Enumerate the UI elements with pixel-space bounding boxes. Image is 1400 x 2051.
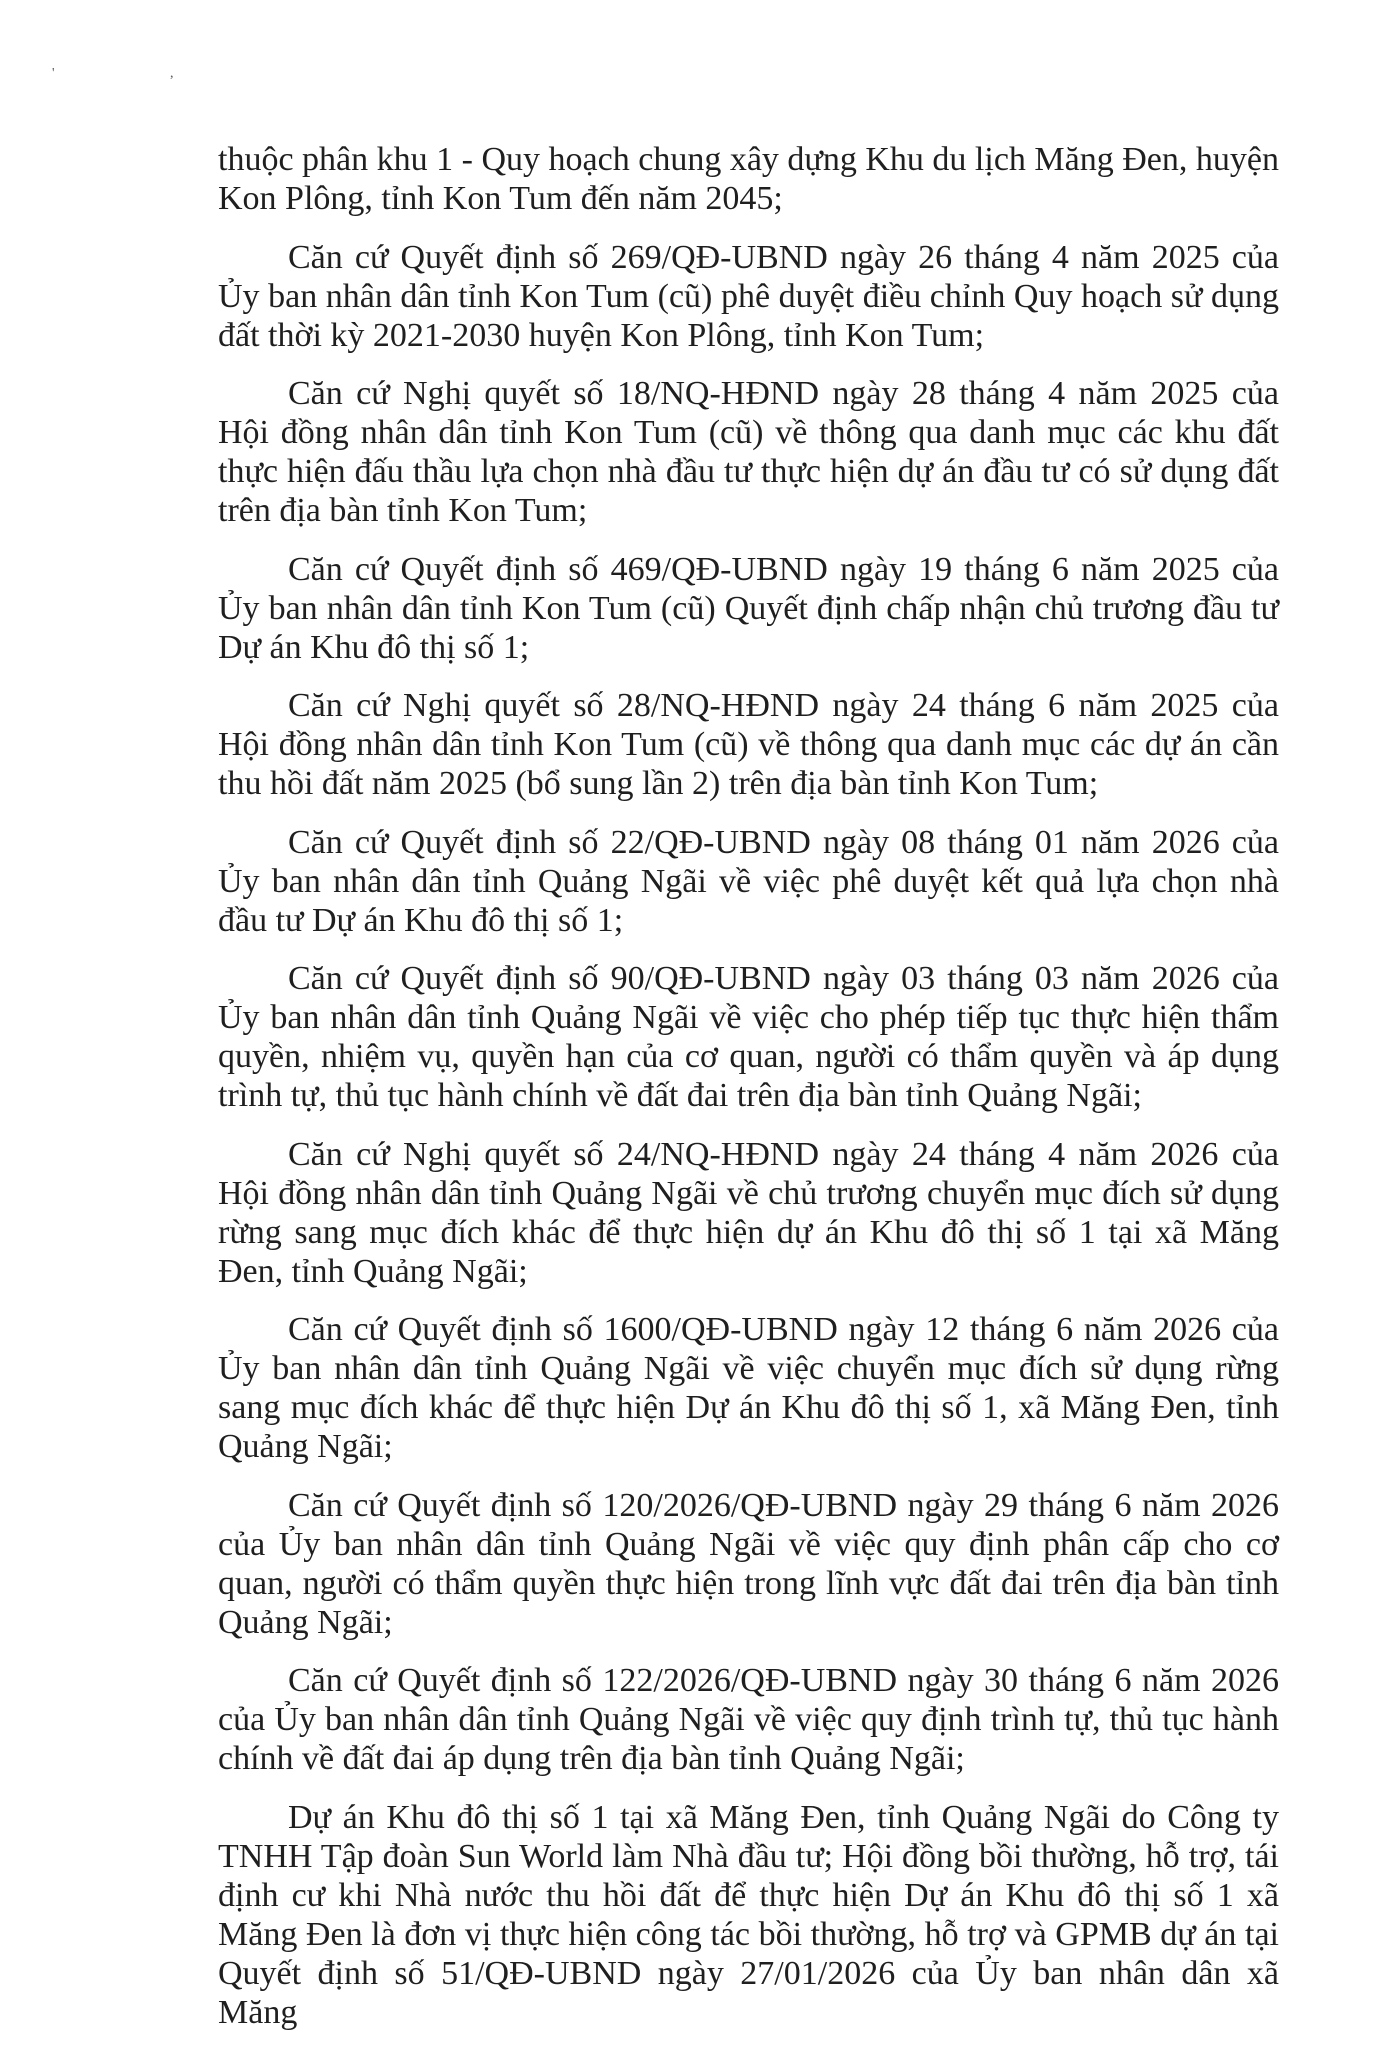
paragraph-project-description: Dự án Khu đô thị số 1 tại xã Măng Đen, tỉnh Quảng Ngãi do Công ty TNHH Tập đoàn Sun World làm Nhà đầu tư; Hội đồng bồi thường, hỗ trợ, tái định cư khi Nhà nước thu hồi đất để thực hiện Dự án Khu đô thị số 1 xã Măng Đen là đơn vị thực hiện công tác bồi thường, hỗ trợ và GPMB dự án tại Quyết định số 51/QĐ-UBND ngày 27/01/2026 của Ủy ban nhân dân xã Măng: [218, 1798, 1279, 2031]
paragraph-resolution-18: Căn cứ Nghị quyết số 18/NQ-HĐND ngày 28 tháng 4 năm 2025 của Hội đồng nhân dân tỉnh Kon Tum (cũ) về thông qua danh mục các khu đất thực hiện đấu thầu lựa chọn nhà đầu tư thực hiện dự án đầu tư có sử dụng đất trên địa bàn tỉnh Kon Tum;: [218, 375, 1279, 529]
paragraph-continuation: thuộc phân khu 1 - Quy hoạch chung xây dựng Khu du lịch Măng Đen, huyện Kon Plông, tỉnh Kon Tum đến năm 2045;: [218, 141, 1279, 217]
document-body: [218, 140, 1279, 2051]
paragraph-resolution-28: Căn cứ Nghị quyết số 28/NQ-HĐND ngày 24 tháng 6 năm 2025 của Hội đồng nhân dân tỉnh Kon Tum (cũ) về thông qua danh mục các dự án cần thu hồi đất năm 2025 (bổ sung lần 2) trên địa bàn tỉnh Kon Tum;: [218, 687, 1279, 802]
paragraph-decision-90: Căn cứ Quyết định số 90/QĐ-UBND ngày 03 tháng 03 năm 2026 của Ủy ban nhân dân tỉnh Quảng Ngãi về việc cho phép tiếp tục thực hiện thẩm quyền, nhiệm vụ, quyền hạn của cơ quan, người có thẩm quyền và áp dụng trình tự, thủ tục hành chính về đất đai trên địa bàn tỉnh Quảng Ngãi;: [218, 960, 1279, 1114]
scan-marks: ' ,: [52, 66, 230, 81]
paragraph-decision-22: Căn cứ Quyết định số 22/QĐ-UBND ngày 08 tháng 01 năm 2026 của Ủy ban nhân dân tỉnh Quảng Ngãi về việc phê duyệt kết quả lựa chọn nhà đầu tư Dự án Khu đô thị số 1;: [218, 823, 1279, 939]
paragraph-decision-469: Căn cứ Quyết định số 469/QĐ-UBND ngày 19 tháng 6 năm 2025 của Ủy ban nhân dân tỉnh Kon Tum (cũ) Quyết định chấp nhận chủ trương đầu tư Dự án Khu đô thị số 1;: [218, 550, 1279, 666]
paragraph-decision-1600: Căn cứ Quyết định số 1600/QĐ-UBND ngày 12 tháng 6 năm 2026 của Ủy ban nhân dân tỉnh Quảng Ngãi về việc chuyển mục đích sử dụng rừng sang mục đích khác để thực hiện Dự án Khu đô thị số 1, xã Măng Đen, tỉnh Quảng Ngãi;: [218, 1311, 1279, 1465]
paragraph-decision-269: Căn cứ Quyết định số 269/QĐ-UBND ngày 26 tháng 4 năm 2025 của Ủy ban nhân dân tỉnh Kon Tum (cũ) phê duyệt điều chỉnh Quy hoạch sử dụng đất thời kỳ 2021-2030 huyện Kon Plông, tỉnh Kon Tum;: [218, 238, 1279, 354]
paragraph-decision-122: Căn cứ Quyết định số 122/2026/QĐ-UBND ngày 30 tháng 6 năm 2026 của Ủy ban nhân dân tỉnh Quảng Ngãi về việc quy định trình tự, thủ tục hành chính về đất đai áp dụng trên địa bàn tỉnh Quảng Ngãi;: [218, 1662, 1279, 1777]
paragraph-resolution-24: Căn cứ Nghị quyết số 24/NQ-HĐND ngày 24 tháng 4 năm 2026 của Hội đồng nhân dân tỉnh Quảng Ngãi về chủ trương chuyển mục đích sử dụng rừng sang mục đích khác để thực hiện dự án Khu đô thị số 1 tại xã Măng Đen, tỉnh Quảng Ngãi;: [218, 1135, 1279, 1290]
paragraph-decision-120: Căn cứ Quyết định số 120/2026/QĐ-UBND ngày 29 tháng 6 năm 2026 của Ủy ban nhân dân tỉnh Quảng Ngãi về việc quy định phân cấp cho cơ quan, người có thẩm quyền thực hiện trong lĩnh vực đất đai trên địa bàn tỉnh Quảng Ngãi;: [218, 1486, 1279, 1641]
